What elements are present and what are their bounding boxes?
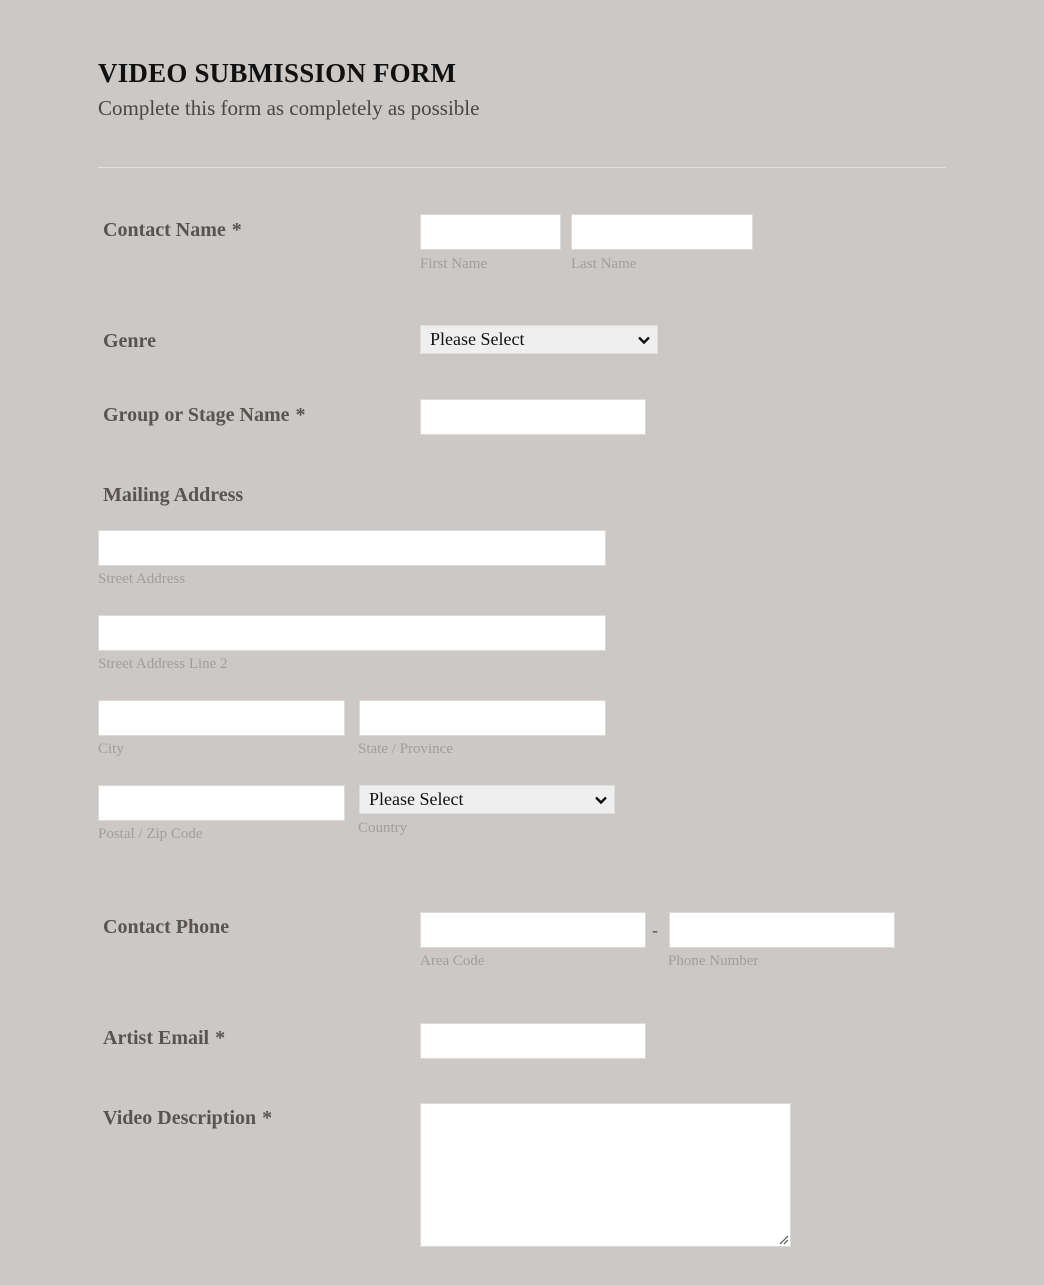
required-marker: * [295,404,306,426]
street-address-sublabel: Street Address [98,571,186,587]
required-marker: * [262,1107,273,1129]
area-code-sublabel: Area Code [420,953,485,969]
video-description-label [103,1107,272,1130]
artist-email-input[interactable] [420,1023,646,1059]
video-description-textarea[interactable] [420,1103,791,1247]
stage-name-label-text: Group or Stage Name [103,404,290,426]
video-description-label-text: Video Description [103,1107,257,1129]
required-marker: * [231,219,242,241]
phone-separator: - [652,920,658,940]
phone-number-sublabel: Phone Number [668,953,759,969]
street-address-2-input[interactable] [98,615,606,651]
genre-select[interactable] [420,325,658,354]
chevron-down-icon [594,793,608,807]
area-code-input[interactable] [420,912,646,948]
header-divider [98,167,946,168]
artist-email-label [103,1027,225,1050]
postal-code-sublabel: Postal / Zip Code [98,826,203,842]
form-title: VIDEO SUBMISSION FORM [98,58,457,88]
first-name-input[interactable] [420,214,561,250]
country-sublabel: Country [358,820,408,836]
contact-name-label-text: Contact Name [103,219,226,241]
contact-name-label [103,219,242,242]
chevron-down-icon [637,333,651,347]
stage-name-input[interactable] [420,399,646,435]
last-name-input[interactable] [571,214,753,250]
genre-label: Genre [103,330,156,352]
form-header [98,58,479,121]
postal-code-input[interactable] [98,785,345,821]
resize-grip-icon[interactable] [777,1233,789,1245]
first-name-sublabel: First Name [420,256,488,272]
required-marker: * [215,1027,226,1049]
mailing-address-label: Mailing Address [103,484,244,506]
genre-select-value: Please Select [430,329,525,349]
street-address-2-sublabel: Street Address Line 2 [98,656,228,672]
state-input[interactable] [359,700,606,736]
street-address-input[interactable] [98,530,606,566]
country-select-value: Please Select [369,789,464,809]
country-select[interactable] [359,785,615,814]
phone-number-input[interactable] [669,912,895,948]
form-subtitle: Complete this form as completely as possible [98,96,480,120]
artist-email-label-text: Artist Email [103,1027,210,1049]
contact-phone-label: Contact Phone [103,916,230,938]
stage-name-label [103,404,305,427]
state-sublabel: State / Province [358,741,453,757]
city-sublabel: City [98,741,124,757]
city-input[interactable] [98,700,345,736]
last-name-sublabel: Last Name [571,256,637,272]
